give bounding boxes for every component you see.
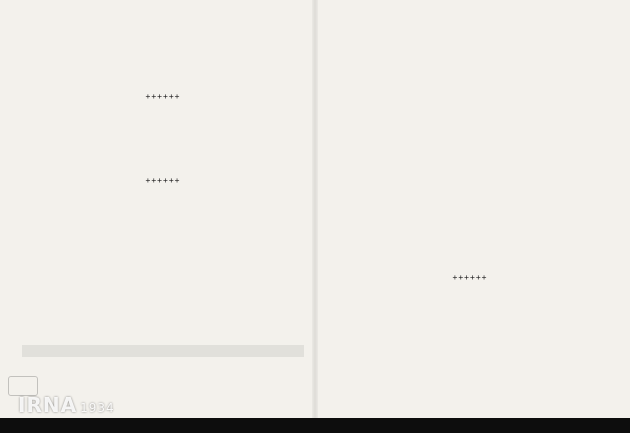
text-line [322, 66, 618, 78]
text-line [22, 127, 304, 139]
text-line [322, 175, 618, 187]
text-line [22, 381, 304, 393]
text-line [322, 224, 618, 236]
text-line [22, 200, 304, 212]
text-line [22, 103, 304, 115]
text-line [22, 54, 304, 66]
text-line [22, 212, 304, 224]
text-line [22, 260, 304, 272]
text-line [322, 308, 618, 320]
text-line [322, 248, 618, 260]
text-line [322, 54, 618, 66]
text-line [322, 151, 618, 163]
text-line [322, 115, 618, 127]
footer-bar [0, 418, 630, 433]
text-line [22, 42, 304, 54]
date-line [22, 320, 304, 332]
star-separator: ++++++ [145, 91, 181, 101]
text-line [322, 42, 618, 54]
text-line [322, 139, 618, 151]
text-line [22, 345, 304, 357]
text-line [322, 296, 618, 308]
text-line [22, 163, 304, 175]
text-line [322, 30, 618, 42]
text-line [22, 248, 304, 260]
text-line [22, 272, 304, 284]
right-column [322, 6, 618, 418]
text-line [322, 236, 618, 248]
text-line [22, 139, 304, 151]
text-line [22, 151, 304, 163]
text-line [22, 333, 304, 345]
signature-line [22, 308, 304, 320]
left-column [22, 6, 304, 418]
text-line [322, 381, 618, 393]
text-line [322, 284, 618, 296]
watermark-year: 1934 [80, 401, 115, 415]
star-separator: ++++++ [452, 273, 488, 283]
text-line [322, 103, 618, 115]
text-line [322, 393, 618, 405]
text-line [322, 187, 618, 199]
text-line [22, 296, 304, 308]
text-line [322, 369, 618, 381]
text-line [22, 224, 304, 236]
text-line [22, 187, 304, 199]
text-line [322, 6, 618, 18]
text-line [322, 212, 618, 224]
text-line [22, 369, 304, 381]
text-line [22, 357, 304, 369]
watermark-brand: IRNA [18, 393, 78, 417]
text-line [322, 91, 618, 103]
text-line [322, 260, 618, 272]
star-separator: ++++++ [145, 176, 181, 186]
page-fold [312, 0, 318, 418]
text-line [322, 345, 618, 357]
signature-line [322, 333, 618, 345]
text-line [22, 79, 304, 91]
text-line [322, 163, 618, 175]
text-line [22, 6, 304, 18]
text-line [322, 200, 618, 212]
text-line [322, 18, 618, 30]
text-line [322, 79, 618, 91]
text-line [22, 30, 304, 42]
text-line [22, 115, 304, 127]
text-line [22, 236, 304, 248]
text-line [322, 405, 618, 417]
text-line [322, 127, 618, 139]
date-line [322, 357, 618, 369]
text-line [22, 284, 304, 296]
irna-watermark [18, 393, 115, 417]
text-line [322, 320, 618, 332]
text-line [22, 18, 304, 30]
text-line [22, 66, 304, 78]
